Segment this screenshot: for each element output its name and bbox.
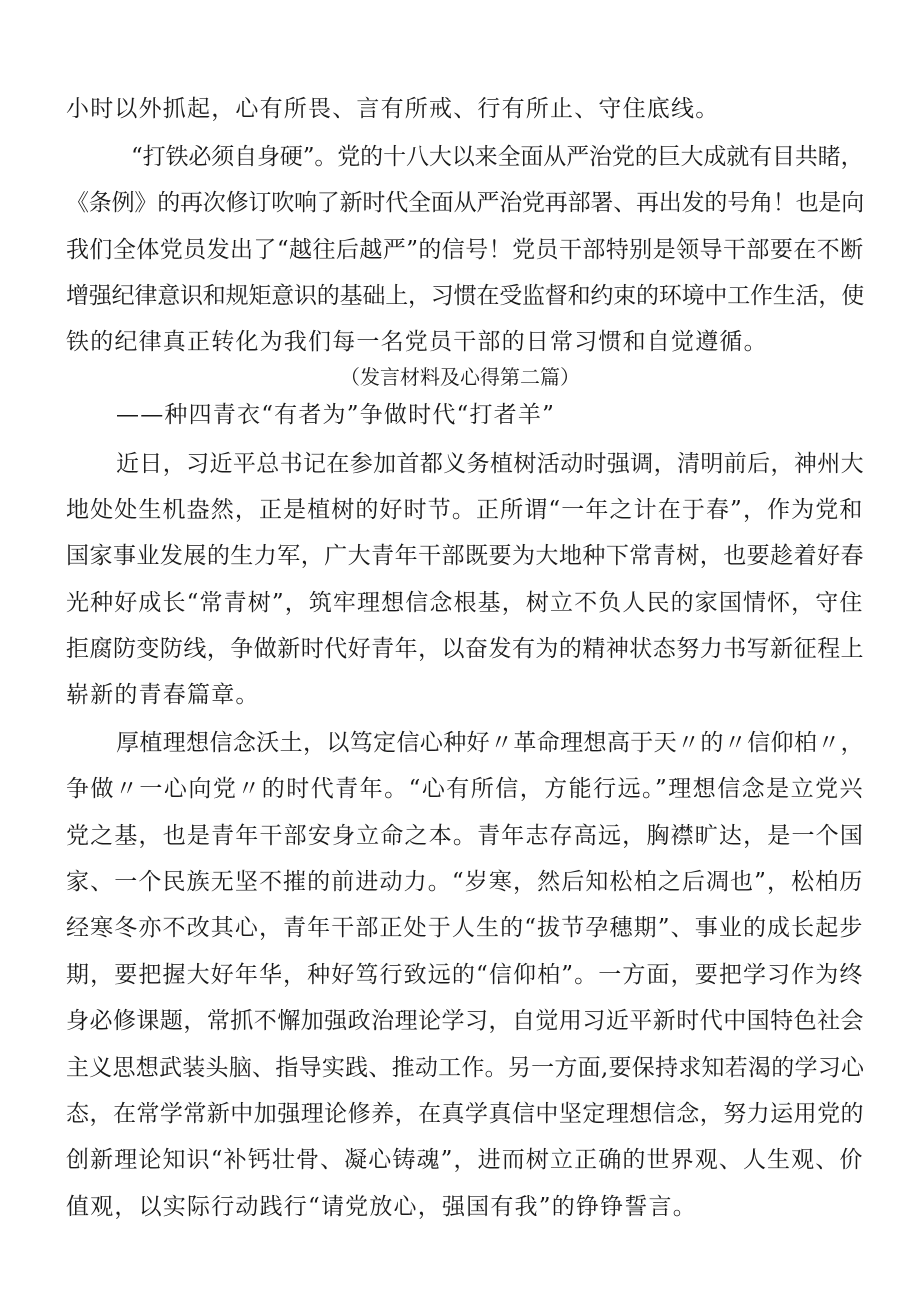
text-line: 光种好成长“常青树”，筑牢理想信念根基，树立不负人民的家国情怀，守住	[66, 590, 864, 616]
paragraph-first-line: 近日，习近平总书记在参加首都义务植树活动时强调，清明前后，神州大	[116, 451, 864, 477]
text-line: 身必修课题，常抓不懈加强政治理论学习，自觉用习近平新时代中国特色社会	[66, 1008, 865, 1034]
section-heading: （发言材料及心得第二篇）	[340, 365, 580, 389]
text-line: 党之基，也是青年干部安身立命之本。青年志存高远，胸襟旷达，是一个国	[66, 823, 865, 849]
text-line: 态，在常学常新中加强理论修养，在真学真信中坚定理想信念，努力运用党的	[66, 1101, 865, 1127]
text-line: 崭新的青春篇章。	[66, 682, 260, 708]
text-line: 争做〃一心向党〃的时代青年。“心有所信，方能行远。”理想信念是立党兴	[66, 776, 865, 802]
paragraph-first-line: 厚植理想信念沃土，以笃定信心种好〃革命理想高于天〃的〃信仰柏〃，	[116, 730, 864, 756]
paragraph-first-line: “打铁必须自身硬”。党的十八大以来全面从严治党的巨大成就有目共睹，	[131, 144, 864, 170]
text-line: 主义思想武装头脑、指导实践、推动工作。另一方面,要保持求知若渴的学习心	[66, 1055, 865, 1081]
text-line: 期，要把握大好年华，种好笃行致远的“信仰柏”。一方面，要把学习作为终	[66, 962, 864, 988]
text-line: 小时以外抓起，心有所畏、言有所戒、行有所止、守住底线。	[66, 96, 720, 122]
text-line: 铁的纪律真正转化为我们每一名党员干部的日常习惯和自觉遵循。	[66, 329, 768, 355]
text-line: 我们全体党员发出了“越往后越严”的信号！党员干部特别是领导干部要在不断	[66, 237, 864, 263]
text-line: 创新理论知识“补钙壮骨、凝心铸魂”，进而树立正确的世界观、人生观、价	[66, 1147, 864, 1173]
text-line: 《条例》的再次修订吹响了新时代全面从严治党再部署、再出发的号角！也是向	[66, 190, 865, 216]
text-line: 经寒冬亦不改其心，青年干部正处于人生的“拔节孕穗期”、事业的成长起步	[66, 915, 864, 941]
text-line: 值观，以实际行动践行“请党放心，强国有我”的铮铮誓言。	[66, 1194, 697, 1220]
text-line: 地处处生机盎然，正是植树的好时节。正所谓“一年之计在于春”，作为党和	[66, 497, 864, 523]
text-line: 国家事业发展的生力军，广大青年干部既要为大地种下常青树，也要趁着好春	[66, 543, 865, 569]
section-subtitle: ——种四青衣“有者为”争做时代“打者羊”	[116, 402, 556, 428]
text-line: 增强纪律意识和规矩意识的基础上，习惯在受监督和约束的环境中工作生活，使	[66, 283, 865, 309]
text-line: 家、一个民族无坚不摧的前进动力。“岁寒，然后知松柏之后凋也”，松柏历	[66, 869, 864, 895]
text-line: 拒腐防变防线，争做新时代好青年，以奋发有为的精神状态努力书写新征程上	[66, 636, 865, 662]
